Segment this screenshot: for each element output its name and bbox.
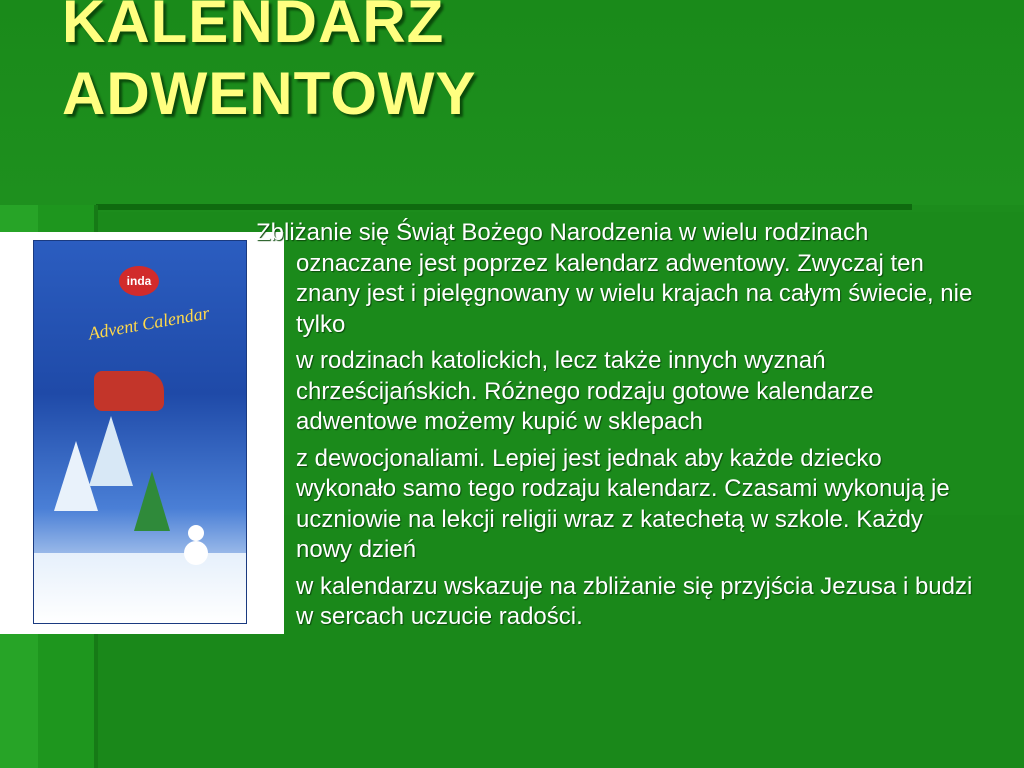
brand-logo: inda [119,266,159,296]
slide-title-line-1: KALENDARZ [62,0,445,55]
paragraph: w kalendarzu wskazuje na zbliżanie się przyjścia Jezusa i budzi w sercach uczucie radości. [296,572,973,630]
christmas-tree-illustration [134,471,170,531]
slide-title-line-2: ADWENTOWY [62,60,477,127]
calendar-label: Advent Calendar [86,302,211,344]
sleigh-illustration [94,371,164,411]
paragraph: z dewocjonaliami. Lepiej jest jednak aby każde dziecko wykonało samo tego rodzaju kalendarz. Czasami wykonują je uczniowie na lekcji religii wraz z katechetą w szkole. Każdy nowy dzień [296,444,950,563]
snowman-illustration [184,541,208,565]
body-text [256,218,976,639]
paragraph: Zbliżanie się Świąt Bożego Narodzenia w wielu rodzinach oznaczane jest poprzez kalendarz adwentowy. Zwyczaj ten znany jest i pielęgnowany w wielu krajach na całym świecie, nie tylko [256,219,973,338]
divider-horizontal [96,204,912,210]
paragraph: w rodzinach katolickich, lecz także innych wyznań chrześcijańskich. Różnego rodzaju gotowe kalendarze adwentowe możemy kupić w sklepach [296,347,874,435]
tree-illustration [89,416,133,486]
calendar-box [33,240,247,624]
snow-ground [34,553,246,623]
slide-title [62,0,477,130]
advent-calendar-image [0,232,284,634]
